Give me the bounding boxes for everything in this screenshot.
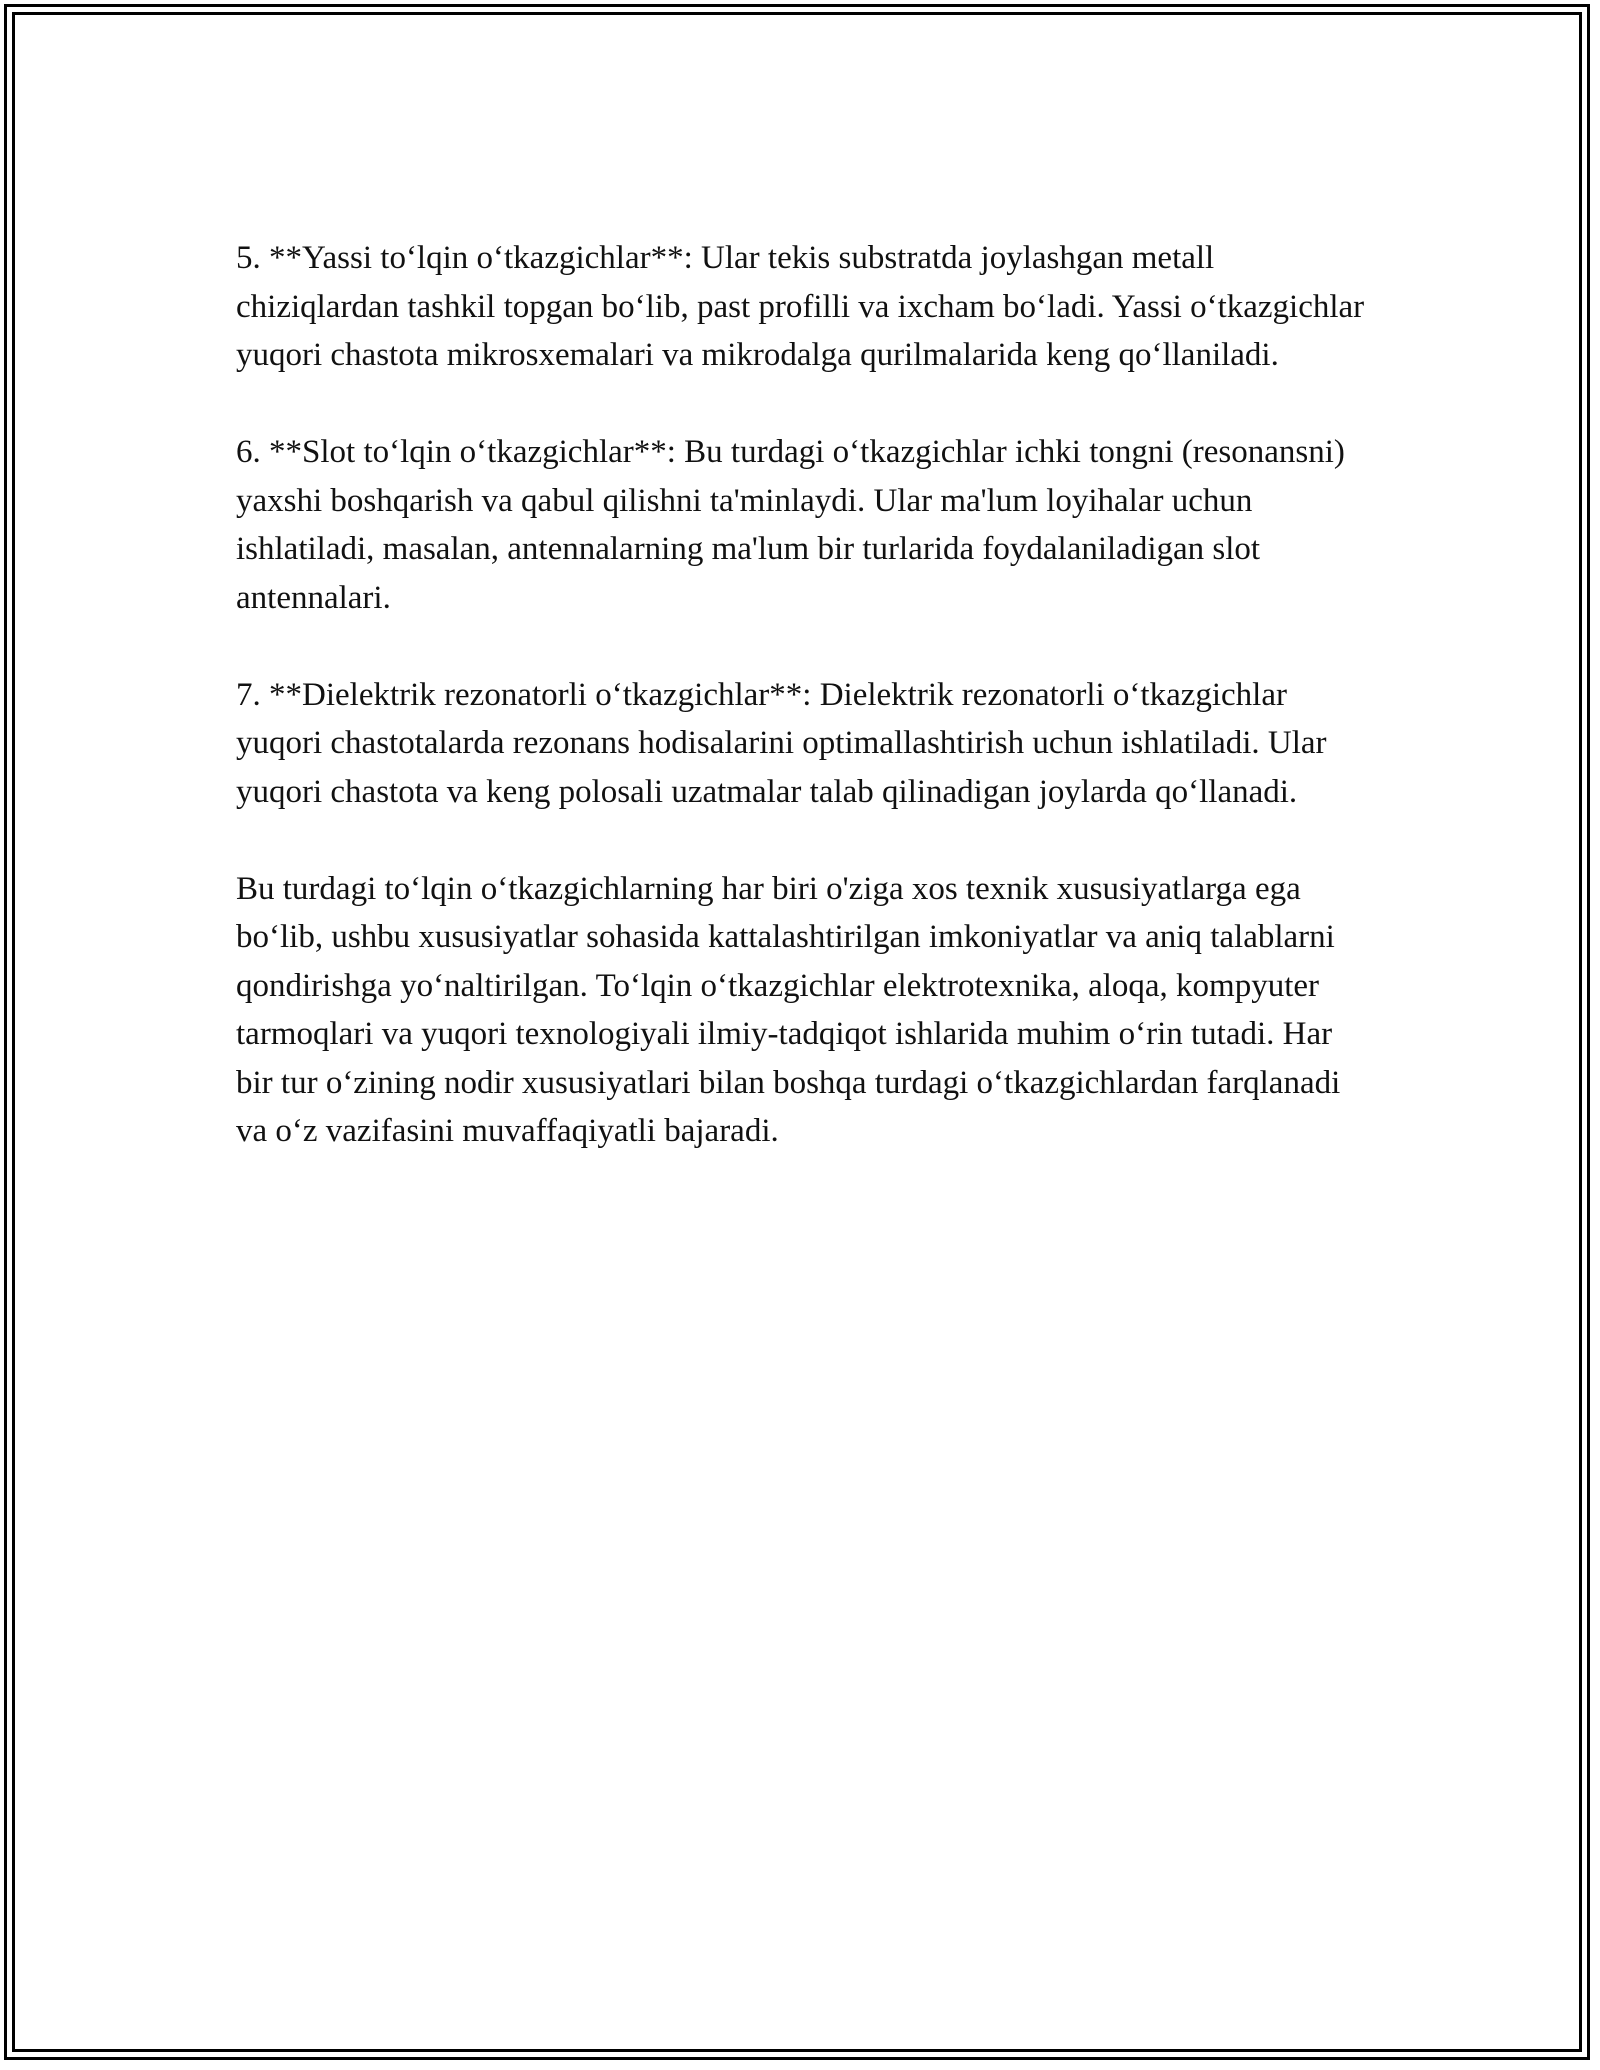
paragraph-slot-waveguides: 6. **Slot to‘lqin o‘tkazgichlar**: Bu turdagi o‘tkazgichlar ichki tongni (resonansni) yaxshi boshqarish va qabul qilishni ta'minlaydi. Ular ma'lum loyihalar uchun ishlatiladi, masalan, antennalarning ma'lum bir turlarida foydalaniladigan slot antennalari. — [236, 434, 1345, 616]
paragraph-planar-waveguides: 5. **Yassi to‘lqin o‘tkazgichlar**: Ular tekis substratda joylashgan metall chiziqlardan tashkil topgan bo‘lib, past profilli va ixcham bo‘ladi. Yassi o‘tkazgichlar yuqori chastota mikrosxemalari va mikrodalga qurilmalarida keng qo‘llaniladi. — [236, 240, 1365, 373]
paragraph-summary: Bu turdagi to‘lqin o‘tkazgichlarning har biri o'ziga xos texnik xususiyatlarga ega bo‘lib, ushbu xususiyatlar sohasida kattalashtirilgan imkoniyatlar va aniq talablarni qondirishga yo‘naltirilgan. To‘lqin o‘tkazgichlar elektrotexnika, aloqa, kompyuter tarmoqlari va yuqori texnologiyali ilmiy-tadqiqot ishlarida muhim o‘rin tutadi. Har bir tur o‘zining nodir xususiyatlari bilan boshqa turdagi o‘tkazgichlardan farqlanadi va o‘z vazifasini muvaffaqiyatli bajaradi. — [236, 870, 1341, 1149]
document-body — [236, 234, 1376, 1204]
paragraph-dielectric-resonator-waveguides: 7. **Dielektrik rezonatorli o‘tkazgichlar**: Dielektrik rezonatorli o‘tkazgichlar yuqori chastotalarda rezonans hodisalarini optimallashtirish uchun ishlatiladi. Ular yuqori chastota va keng polosali uzatmalar talab qilinadigan joylarda qo‘llanadi. — [236, 676, 1327, 810]
